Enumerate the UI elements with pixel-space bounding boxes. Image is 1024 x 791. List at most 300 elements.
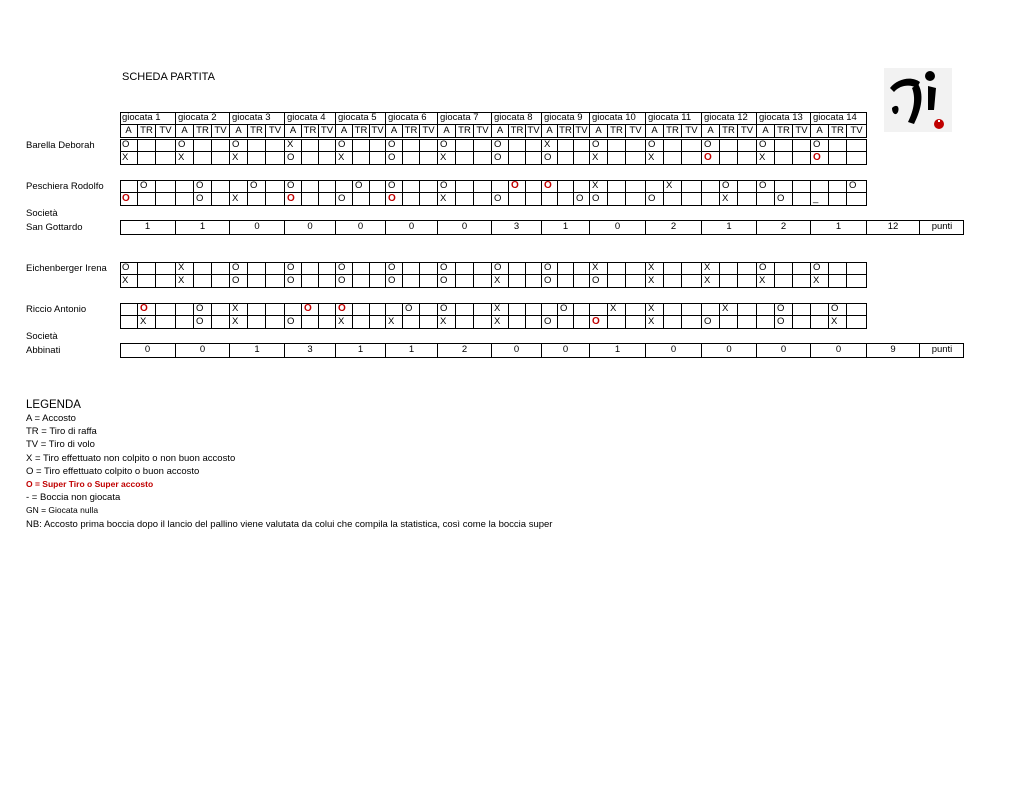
score-cell [266, 303, 285, 316]
subcol-header: TR [403, 125, 420, 138]
score-cell: X [720, 303, 738, 316]
score-cell: X [230, 152, 248, 165]
score-cell [738, 193, 757, 206]
score-cell [353, 262, 370, 275]
score-cell [775, 262, 793, 275]
score-cell: O [438, 275, 456, 288]
score-cell [266, 316, 285, 329]
score-cell: O [194, 180, 212, 193]
score-cell [608, 262, 626, 275]
score-cell [574, 275, 590, 288]
score-cell [626, 316, 646, 329]
legend-gn: GN = Giocata nulla [26, 505, 99, 516]
score-cell [420, 262, 438, 275]
score-cell: X [646, 316, 664, 329]
score-cell [138, 152, 156, 165]
score-cell [403, 180, 420, 193]
score-cell [212, 193, 230, 206]
score-cell: O [194, 193, 212, 206]
super-mark: O [590, 316, 608, 329]
score-cell: O [438, 180, 456, 193]
team-label: Società [26, 331, 58, 342]
score-cell: X [120, 152, 138, 165]
score-cell [509, 316, 526, 329]
score-cell: X [386, 316, 403, 329]
team-score-cell: 1 [386, 344, 438, 357]
score-cell: O [336, 262, 353, 275]
score-cell: O [386, 275, 403, 288]
subcol-header: TV [474, 125, 492, 138]
score-cell [847, 139, 867, 152]
score-cell [319, 139, 336, 152]
score-cell [526, 303, 542, 316]
team-score-cell: 1 [176, 221, 230, 234]
score-cell [266, 193, 285, 206]
score-cell [526, 152, 542, 165]
player-name: Eichenberger Irena [26, 263, 107, 274]
subcol-header: A [285, 125, 302, 138]
score-cell: O [120, 262, 138, 275]
score-cell [664, 193, 682, 206]
score-cell [509, 193, 526, 206]
score-cell: O [702, 316, 720, 329]
score-cell [403, 139, 420, 152]
score-cell [526, 316, 542, 329]
subcol-header: TR [138, 125, 156, 138]
score-cell: O [775, 316, 793, 329]
score-cell [558, 193, 574, 206]
score-cell [664, 303, 682, 316]
score-cell [474, 303, 492, 316]
score-cell: O [285, 180, 302, 193]
score-cell [156, 316, 176, 329]
super-mark: O [702, 152, 720, 165]
subcol-header: TV [420, 125, 438, 138]
team-score-cell: 1 [702, 221, 757, 234]
subcol-header: TV [319, 125, 336, 138]
score-cell: O [775, 193, 793, 206]
score-cell [509, 152, 526, 165]
score-cell [156, 262, 176, 275]
super-mark: O [120, 193, 138, 206]
team-score-cell: 1 [590, 344, 646, 357]
score-cell [574, 303, 590, 316]
score-cell [558, 152, 574, 165]
giocata-header: giocata 13 [757, 112, 811, 125]
score-cell: X [336, 152, 353, 165]
super-mark: O [386, 193, 403, 206]
score-cell: O [386, 152, 403, 165]
score-cell [302, 262, 319, 275]
score-cell [720, 275, 738, 288]
score-cell [558, 316, 574, 329]
page-title: SCHEDA PARTITA [122, 71, 215, 83]
score-cell [757, 303, 775, 316]
score-cell [420, 180, 438, 193]
score-cell [702, 193, 720, 206]
giocata-header: giocata 1 [120, 112, 176, 125]
score-cell: X [285, 139, 302, 152]
score-cell [156, 275, 176, 288]
score-cell: O [285, 316, 302, 329]
subcol-header: TR [558, 125, 574, 138]
score-cell [353, 139, 370, 152]
score-cell: X [492, 303, 509, 316]
score-cell: O [176, 139, 194, 152]
score-cell [456, 275, 474, 288]
score-cell [353, 316, 370, 329]
score-cell [456, 262, 474, 275]
score-cell [847, 262, 867, 275]
score-cell [194, 152, 212, 165]
score-cell [156, 303, 176, 316]
score-cell [248, 303, 266, 316]
score-cell [248, 193, 266, 206]
score-cell [847, 275, 867, 288]
score-cell [526, 139, 542, 152]
score-cell: O [542, 275, 558, 288]
score-cell [138, 275, 156, 288]
team-score-cell: 0 [285, 221, 336, 234]
team-score-cell: 1 [811, 221, 867, 234]
score-cell: O [386, 180, 403, 193]
subcol-header: A [230, 125, 248, 138]
score-cell [738, 139, 757, 152]
score-cell [156, 193, 176, 206]
score-cell [456, 152, 474, 165]
bocce-player-icon [884, 68, 952, 132]
score-cell [847, 316, 867, 329]
score-cell [194, 262, 212, 275]
score-cell [403, 316, 420, 329]
score-cell [664, 139, 682, 152]
score-cell [370, 152, 386, 165]
team-unit: punti [931, 221, 953, 232]
team-score-cell: 0 [757, 344, 811, 357]
score-cell [285, 303, 302, 316]
score-cell: X [590, 180, 608, 193]
score-cell [509, 303, 526, 316]
team-score-cell: 2 [757, 221, 811, 234]
super-mark: O [542, 180, 558, 193]
legend-dash: - = Boccia non giocata [26, 492, 121, 504]
score-cell [626, 303, 646, 316]
score-cell: O [775, 303, 793, 316]
giocata-header: giocata 6 [386, 112, 438, 125]
score-cell [811, 180, 829, 193]
score-cell [720, 316, 738, 329]
score-cell: X [646, 275, 664, 288]
score-cell [248, 275, 266, 288]
giocata-header: giocata 11 [646, 112, 702, 125]
score-cell [266, 152, 285, 165]
subcol-header: TV [370, 125, 386, 138]
score-cell: O [492, 262, 509, 275]
super-mark: O [811, 152, 829, 165]
score-cell [353, 275, 370, 288]
score-cell [474, 193, 492, 206]
team-total: 9 [867, 344, 920, 357]
score-cell: O [702, 139, 720, 152]
score-cell: X [492, 275, 509, 288]
score-cell: O [336, 139, 353, 152]
subcol-header: TV [682, 125, 702, 138]
subcol-header: A [492, 125, 509, 138]
score-cell [403, 152, 420, 165]
score-cell: X [720, 193, 738, 206]
score-cell [420, 152, 438, 165]
score-cell: X [702, 275, 720, 288]
team-name: San Gottardo [26, 222, 83, 233]
score-cell [738, 262, 757, 275]
giocata-header: giocata 7 [438, 112, 492, 125]
score-cell [829, 180, 847, 193]
score-cell [212, 316, 230, 329]
legend-nb: NB: Accosto prima boccia dopo il lancio del pallino viene valutata da colui che compila la statistica, così come la boccia super [26, 518, 553, 530]
score-cell: O [757, 180, 775, 193]
team-score-cell: 2 [438, 344, 492, 357]
score-cell: O [590, 139, 608, 152]
score-cell [266, 139, 285, 152]
score-cell [138, 262, 156, 275]
score-cell [302, 316, 319, 329]
score-cell [829, 193, 847, 206]
subcol-header: A [542, 125, 558, 138]
score-cell: O [285, 152, 302, 165]
subcol-header: A [702, 125, 720, 138]
score-cell: O [438, 303, 456, 316]
score-cell [526, 180, 542, 193]
score-cell: X [230, 316, 248, 329]
giocata-header: giocata 8 [492, 112, 542, 125]
subcol-header: TR [720, 125, 738, 138]
score-cell [176, 303, 194, 316]
score-cell: O [492, 139, 509, 152]
score-cell [420, 139, 438, 152]
score-cell [509, 262, 526, 275]
score-cell [811, 316, 829, 329]
score-cell: O [757, 139, 775, 152]
score-cell: O [353, 180, 370, 193]
score-cell [266, 262, 285, 275]
score-cell: O [558, 303, 574, 316]
subcol-header: TR [353, 125, 370, 138]
score-cell [509, 139, 526, 152]
score-cell [212, 139, 230, 152]
score-cell [120, 316, 138, 329]
subcol-header: A [176, 125, 194, 138]
score-cell [212, 262, 230, 275]
score-cell [646, 180, 664, 193]
score-cell [738, 303, 757, 316]
score-cell: X [492, 316, 509, 329]
score-cell: O [230, 262, 248, 275]
score-cell [793, 193, 811, 206]
score-cell [370, 180, 386, 193]
score-cell [558, 139, 574, 152]
score-cell [319, 275, 336, 288]
score-cell [829, 152, 847, 165]
subcol-header: A [590, 125, 608, 138]
team-score-cell: 0 [811, 344, 867, 357]
score-cell [403, 193, 420, 206]
score-cell [302, 193, 319, 206]
score-cell [811, 303, 829, 316]
score-cell: X [230, 193, 248, 206]
player-name: Riccio Antonio [26, 304, 87, 315]
score-cell: X [438, 193, 456, 206]
team-score-cell: 0 [590, 221, 646, 234]
score-cell: X [438, 152, 456, 165]
score-cell [302, 275, 319, 288]
score-cell [474, 180, 492, 193]
super-mark: O [302, 303, 319, 316]
score-cell [370, 303, 386, 316]
team-score-cell: 0 [438, 221, 492, 234]
score-cell [775, 139, 793, 152]
score-cell [682, 316, 702, 329]
score-cell [456, 180, 474, 193]
score-cell [682, 180, 702, 193]
score-cell: O [230, 139, 248, 152]
score-cell [574, 152, 590, 165]
subcol-header: TR [194, 125, 212, 138]
score-cell [664, 316, 682, 329]
subcol-header: TV [156, 125, 176, 138]
score-cell [574, 316, 590, 329]
score-cell [492, 180, 509, 193]
subcol-header: A [438, 125, 456, 138]
score-cell: O [285, 275, 302, 288]
score-cell [682, 303, 702, 316]
score-cell [702, 180, 720, 193]
score-cell [194, 139, 212, 152]
score-cell [829, 275, 847, 288]
legend-super: O = Super Tiro o Super accosto [26, 479, 154, 490]
score-cell [664, 262, 682, 275]
score-cell [757, 193, 775, 206]
team-score-cell: 0 [386, 221, 438, 234]
score-cell [558, 180, 574, 193]
super-mark: O [336, 303, 353, 316]
team-score-cell: 0 [702, 344, 757, 357]
score-cell: O [492, 193, 509, 206]
subcol-header: TR [248, 125, 266, 138]
subcol-header: TR [608, 125, 626, 138]
team-label: Società [26, 208, 58, 219]
team-score-cell: 0 [542, 344, 590, 357]
score-cell [847, 303, 867, 316]
subcol-header: TR [456, 125, 474, 138]
team-score-cell: 0 [230, 221, 285, 234]
score-cell [664, 152, 682, 165]
score-cell [194, 275, 212, 288]
score-cell: X [702, 262, 720, 275]
score-cell [420, 275, 438, 288]
legend [26, 398, 552, 531]
score-cell: O [811, 139, 829, 152]
score-cell [682, 262, 702, 275]
score-cell [574, 262, 590, 275]
score-cell [608, 139, 626, 152]
subcol-header: TV [574, 125, 590, 138]
legend-line: A = Accosto [26, 413, 76, 424]
score-cell [176, 180, 194, 193]
subcol-header: A [120, 125, 138, 138]
team-score-cell: 0 [176, 344, 230, 357]
legend-line: O = Tiro effettuato colpito o buon accosto [26, 465, 200, 477]
score-cell: X [590, 262, 608, 275]
subcol-header: A [811, 125, 829, 138]
team-score-cell: 0 [120, 344, 176, 357]
team-score-cell: 0 [492, 344, 542, 357]
score-cell [456, 139, 474, 152]
score-cell [120, 303, 138, 316]
subcol-header: A [336, 125, 353, 138]
score-cell [526, 262, 542, 275]
score-cell [526, 275, 542, 288]
score-cell: X [176, 262, 194, 275]
score-cell: O [336, 275, 353, 288]
score-cell: O [138, 180, 156, 193]
score-cell [403, 275, 420, 288]
score-cell: X [811, 275, 829, 288]
score-cell: X [438, 316, 456, 329]
score-cell: O [194, 316, 212, 329]
score-cell [558, 262, 574, 275]
team-score-cell: 3 [285, 344, 336, 357]
score-cell: O [230, 275, 248, 288]
score-cell [608, 316, 626, 329]
score-cell [526, 193, 542, 206]
score-cell: O [542, 316, 558, 329]
super-mark: O [138, 303, 156, 316]
score-cell [664, 275, 682, 288]
score-cell [230, 180, 248, 193]
score-cell [720, 152, 738, 165]
score-cell: X [646, 303, 664, 316]
score-cell [120, 180, 138, 193]
score-cell [626, 275, 646, 288]
subcol-header: TV [847, 125, 867, 138]
score-cell [847, 193, 867, 206]
score-cell [793, 139, 811, 152]
subcol-header: TR [775, 125, 793, 138]
score-cell [353, 193, 370, 206]
score-cell [302, 180, 319, 193]
score-cell [370, 139, 386, 152]
super-mark: O [509, 180, 526, 193]
score-cell [420, 193, 438, 206]
score-cell [248, 316, 266, 329]
score-cell [775, 180, 793, 193]
score-cell: X [646, 262, 664, 275]
legend-line: TR = Tiro di raffa [26, 426, 97, 438]
score-cell: _ [811, 193, 829, 206]
score-cell [403, 262, 420, 275]
legend-line: X = Tiro effettuato non colpito o non buon accosto [26, 452, 236, 464]
score-cell [542, 303, 558, 316]
score-cell [793, 303, 811, 316]
giocata-header: giocata 2 [176, 112, 230, 125]
score-cell: X [757, 275, 775, 288]
legend-heading: LEGENDA [26, 399, 81, 411]
score-cell: X [646, 152, 664, 165]
score-cell [370, 262, 386, 275]
team-total: 12 [867, 221, 920, 234]
score-cell [248, 262, 266, 275]
score-cell [608, 275, 626, 288]
